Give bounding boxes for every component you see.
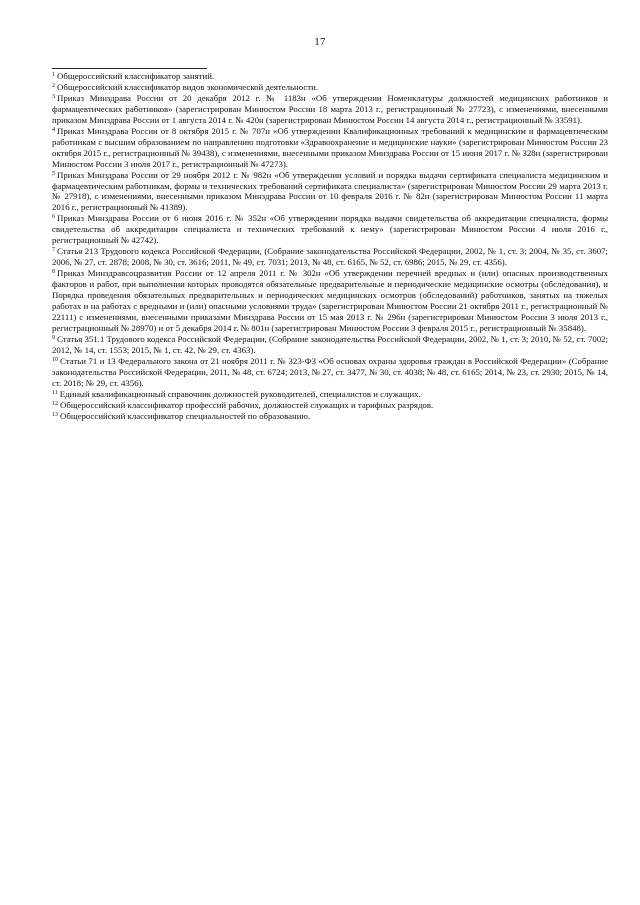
footnote-separator — [52, 68, 207, 69]
footnote-marker: 6 — [52, 214, 55, 221]
footnote-marker: 10 — [52, 356, 58, 363]
footnote-marker: 2 — [52, 82, 55, 89]
footnote-marker: 12 — [52, 400, 58, 407]
footnote-marker: 11 — [52, 389, 58, 396]
footnote-marker: 4 — [52, 126, 55, 133]
footnote — [52, 356, 608, 389]
footnote-text: Приказ Минздрава России от 29 ноября 2012 г. № 982н «Об утверждении условий и порядка выдачи сертификата специалиста медицинским и фармацевтическим работникам, формы и технических требований сертификата специалиста» (зарегистрирован Минюстом России 29 марта 2013 г. № 27918), с изменениями, внесенными приказом Минздрава России от 10 февраля 2016 г. № 82н (зарегистрирован Минюстом России 11 марта 2016 г., регистрационный № 41389). — [52, 169, 608, 213]
footnote-marker: 9 — [52, 334, 55, 341]
footnote — [52, 268, 608, 334]
footnote — [52, 82, 608, 93]
footnote-marker: 13 — [52, 411, 58, 418]
footnote-text: Приказ Минздрава России от 8 октября 2015 г. № 707н «Об утверждении Квалификационных требований к медицинским и фармацевтическим работникам с высшим образованием по направлению подготовки «Здравоохранение и медицинские науки» (зарегистрирован Минюстом России 23 октября 2015 г., регистрационный № 39438), с изменениями, внесенными приказом Минздрава России от 15 июня 2017 г. № 328н (зарегистрирован Минюстом России 3 июля 2017 г., регистрационный № 47273). — [52, 125, 608, 169]
footnote-text: Приказ Минздравсоцразвития России от 12 апреля 2011 г. № 302н «Об утверждении перечней вредных и (или) опасных производственных факторов и работ, при выполнении которых проводятся обязательные предварительные и периодические медицинские осмотры (обследования), и Порядка проведения обязательных предварительных и периодических медицинских осмотров (обследований) работников, занятых на тяжелых работах и на работах с вредными и (или) опасными условиями труда» (зарегистрирован Минюстом России 21 октября 2011 г., регистрационный № 22111) с изменениями, внесенными приказами Минздрава России от 15 мая 2013 г. № 296н (зарегистрирован Минюстом России 3 июля 2013 г., регистрационный № 28970) и от 5 декабря 2014 г. № 801н (зарегистрирован Минюстом России 3 февраля 2015 г., регистрационный № 35848). — [52, 268, 608, 333]
footnote-marker: 1 — [52, 72, 55, 78]
footnote-text: Общероссийский классификатор видов экономической деятельности. — [57, 81, 319, 92]
footnote-marker: 5 — [52, 170, 55, 177]
footnote-text: Статьи 71 и 13 Федерального закона от 21 ноября 2011 г. № 323-ФЗ «Об основах охраны здоровья граждан в Российской Федерации» (Собрание законодательства Российской Федерации, 2011, № 48, ст. 6724; 2013, № 27, ст. 3477, № 30, ст. 4038; № 48, ст. 6165; 2014, № 23, ст. 2930; 2015, № 14, ст. 2018; № 29, ст. 4356). — [52, 355, 608, 388]
footnote — [52, 71, 608, 82]
footnote — [52, 411, 608, 422]
footnote-text: Приказ Минздрава России от 20 декабря 2012 г. № 1183н «Об утверждении Номенклатуры должностей медицинских работников и фармацевтических работников» (зарегистрирован Минюстом России 18 марта 2013 г., регистрационный № 27723), с изменениями, внесенными приказом Минздрава России от 1 августа 2014 г. № 420н (зарегистрирован Минюстом России 14 августа 2014 г., регистрационный № 33591). — [52, 92, 608, 125]
footnote — [52, 213, 608, 246]
footnote-text: Единый квалификационный справочник должностей руководителей, специалистов и служащих. — [59, 388, 421, 399]
footnote — [52, 246, 608, 268]
footnote — [52, 93, 608, 126]
footnote-marker: 8 — [52, 269, 55, 276]
footnote-text: Общероссийский классификатор занятий. — [57, 71, 215, 81]
footnote-text: Общероссийский классификатор профессий рабочих, должностей служащих и тарифных разрядов. — [60, 399, 434, 410]
footnote — [52, 170, 608, 214]
footnote-text: Приказ Минздрава России от 6 июня 2016 г. № 352н «Об утверждении порядка выдачи свидетельства об аккредитации специалиста, формы свидетельства об аккредитации специалиста и технических требований к нему» (зарегистрирован Минюстом России 4 июля 2016 г., регистрационный № 42742). — [52, 213, 608, 246]
footnotes-list — [52, 71, 608, 422]
footnote-text: Общероссийский классификатор специальностей по образованию. — [60, 410, 311, 421]
page-number: 17 — [314, 36, 326, 48]
footnote — [52, 389, 608, 400]
footnote-text: Статья 213 Трудового кодекса Российской Федерации, (Собрание законодательства Российской Федерации, 2002, № 1, ст. 3; 2004, № 35, ст. 3607; 2006, № 27, ст. 2878; 2008, № 30, ст. 3616; 2011, № 49, ст. 7031; 2013, № 48, ст. 6165, № 52, ст. 6986; 2015, № 29, ст. 4356). — [52, 246, 608, 268]
footnote-text: Статья 351.1 Трудового кодекса Российской Федерации, (Собрание законодательства Российской Федерации, 2002, № 1, ст. 3; 2010, № 52, ст. 7002; 2012, № 14, ст. 1553; 2015, № 1, ст. 42, № 29, ст. 4363). — [52, 333, 608, 355]
footnote-marker: 3 — [52, 93, 55, 100]
footnote — [52, 400, 608, 411]
footnote-marker: 7 — [52, 247, 55, 254]
footnote — [52, 334, 608, 356]
footnote — [52, 126, 608, 170]
